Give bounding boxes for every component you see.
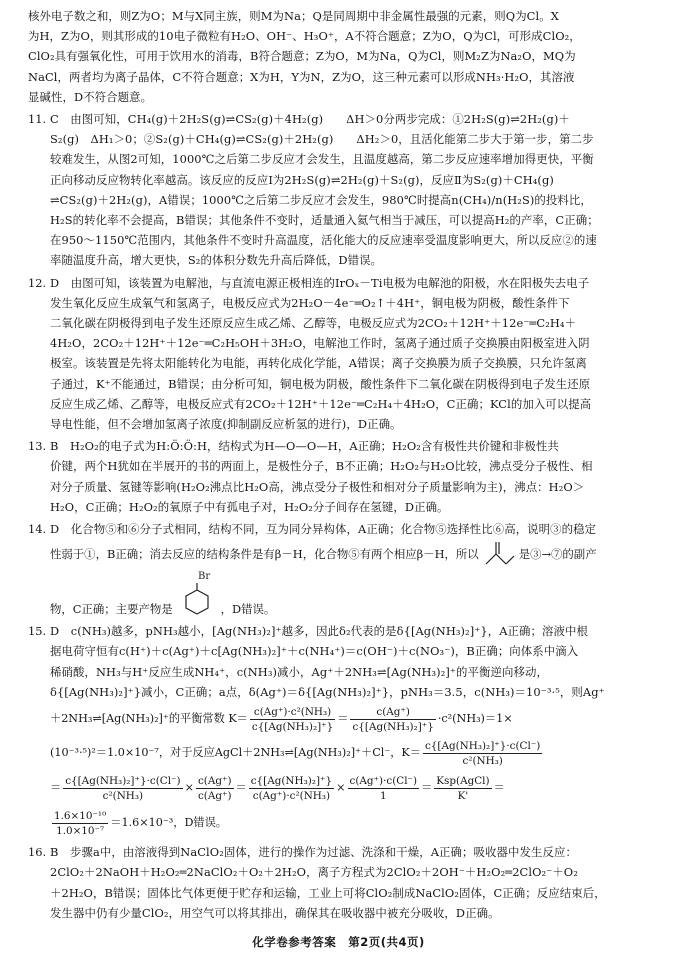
question-number: 14. (28, 522, 47, 537)
numerator: c{[Ag(NH₃)₂]⁺}·c(Cl⁻) (424, 739, 541, 752)
text-line: 发生氧化反应生成氧气和氢离子，电极反应式为2H₂O－4e⁻═O₂↑＋4H⁺，铜电极为阴极，酸性条件下 (50, 295, 570, 310)
numerator: c{[Ag(NH₃)₂]⁺}·c(Cl⁻) (65, 774, 181, 787)
text-line: C 由图可知，CH₄(g)＋2H₂S(g)⇌CS₂(g)＋4H₂(g) ΔH＞0分两步完成：①2H₂S(g)⇌2H₂(g)＋ (50, 112, 570, 127)
bromocyclohexane-structure (176, 569, 218, 619)
equation-line (50, 806, 655, 840)
text-segment: (10⁻³·⁵)²＝1.0×10⁻⁷，对于反应AgCl＋2NH₃⇌[Ag(NH₃)₂]⁺＋Cl⁻，K＝ (50, 746, 421, 760)
numerator: 1.6×10⁻¹⁰ (54, 809, 107, 822)
denominator: c²(NH₃) (102, 789, 144, 802)
text-line: 正向移动反应物转化率越高。该反应的反应Ⅰ为2H₂S(g)⇌2H₂(g)＋S₂(g)，反应Ⅱ为S₂(g)＋CH₄(g) (50, 172, 554, 187)
text-segment: ，D错误。 (220, 602, 276, 617)
text-line: 4H₂O，2CO₂＋12H⁺＋12e⁻═C₂H₅OH＋3H₂O，电解池工作时，氢离子通过质子交换膜由阳极室进入阴 (50, 336, 590, 351)
text-line-with-structure (50, 539, 655, 569)
answer-15 (28, 621, 655, 840)
fraction (348, 774, 420, 803)
text-line: D 化合物⑤和⑥分子式相同，结构不同，互为同分异构体，A正确；化合物⑤选择性比⑥高，说明③的稳定 (50, 522, 597, 537)
text-segment: ＝ (421, 781, 433, 795)
text-line-with-structure (50, 569, 655, 619)
question-number: 11. (28, 112, 47, 127)
fraction (249, 774, 334, 803)
alkene-structure (482, 540, 516, 568)
text-segment: 性弱于①，B正确；消去反应的结构条件是有β－H，化合物⑤有两个相应β－H，所以 (50, 547, 479, 562)
numerator: Ksp(AgCl) (436, 774, 490, 787)
numerator: c(Ag⁺)·c²(NH₃) (250, 705, 335, 720)
text-segment: ＝ (235, 781, 247, 795)
fraction (250, 705, 335, 734)
text-line: B 步骤a中，由溶液得到NaClO₂固体，进行的操作为过滤、洗涤和干燥，A正确；吸收器中发生反应： (50, 845, 577, 860)
text-line: H₂S的转化率不会提高，B错误；其他条件不变时，适量通入氦气相当于减压，可以提高H₂的产率，C正确； (50, 213, 599, 228)
text-line: 显碱性，D不符合题意。 (28, 89, 153, 104)
text-line: ⇌CS₂(g)＋2H₂(g)，A错误；1000℃之后第二步反应才会发生，980℃时提高n(CH₄)/n(H₂S)的投料比， (50, 192, 592, 207)
text-segment: ＝ (50, 781, 62, 795)
text-segment: ·c²(NH₃)＝1× (437, 712, 513, 726)
text-line: 在950～1150℃范围内，其他条件不变时升高温度，活化能大的反应速率受温度影响更大，所以反应②的速 (50, 233, 597, 248)
text-line: 价键，两个H犹如在半展开的书的两面上，是极性分子，B不正确；H₂O₂与H₂O比较，沸点受分子极性、相 (50, 459, 593, 474)
text-line: 二氧化碳在阴极得到电子发生还原反应生成乙烯、乙醇等，电极反应式为2CO₂＋12H⁺＋12e⁻═C₂H₄＋ (50, 316, 577, 331)
intro-paragraph (28, 6, 655, 107)
answer-14 (28, 519, 655, 619)
text-line: 反应生成乙烯、乙醇等，电极反应式有2CO₂＋12H⁺＋12e⁻═C₂H₄＋4H₂O，C正确；KCl的加入可以提高 (50, 396, 592, 411)
question-number: 15. (28, 624, 47, 639)
text-segment: × (184, 781, 194, 795)
text-line: 对分子质量、氢键等影响(H₂O₂沸点比H₂O高，沸点受分子极性和相对分子质量影响为主)，沸点：H₂O＞ (50, 479, 585, 494)
text-line: D c(NH₃)越多，pNH₃越小，[Ag(NH₃)₂]⁺越多，因此δ₂代表的是δ{[Ag(NH₃)₂]⁺}，A正确；溶液中根 (50, 624, 588, 639)
text-line: S₂(g) ΔH₁＞0；②S₂(g)＋CH₄(g)⇌CS₂(g)＋2H₂(g) ΔH₂＞0，且活化能第二步大于第一步，第二步 (50, 132, 594, 147)
text-line: 据电荷守恒有c(H⁺)＋c(Ag⁺)＋c[Ag(NH₃)₂]⁺＋c(NH₄⁺)＝c(OH⁻)＋c(NO₃⁻)，B正确；向体系中滴入 (50, 644, 579, 659)
denominator: K' (457, 789, 469, 802)
text-line: ＋2H₂O，B错误；固体比气体更便于贮存和运输，工业上可将ClO₂制成NaClO₂固体，C正确；反应结束后， (50, 885, 606, 900)
br-label: Br (197, 571, 210, 583)
text-segment: ＝1.6×10⁻³，D错误。 (110, 816, 227, 830)
fraction (52, 809, 108, 838)
answer-16 (28, 842, 655, 923)
text-line: δ{[Ag(NH₃)₂]⁺}减小，C正确；a点，δ(Ag⁺)＝δ{[Ag(NH₃)₂]⁺}，pNH₃＝3.5，c(NH₃)＝10⁻³·⁵，则Ag⁺ (50, 684, 605, 699)
equation-line (50, 770, 655, 806)
answer-11 (28, 109, 655, 271)
text-line: NaCl，两者均为离子晶体，C不符合题意；X为H，Y为N，Z为O，这三种元素可以形成NH₃·H₂O，其溶液 (28, 69, 575, 84)
numerator: c(Ag⁺) (350, 705, 435, 720)
denominator: c(Ag⁺)·c²(NH₃) (252, 789, 331, 802)
answer-13 (28, 436, 655, 517)
denominator: c²(NH₃) (462, 754, 503, 767)
fraction (434, 774, 491, 803)
text-line: 发生器中仍有少量ClO₂，用空气可以将其排出，确保其在吸收器中被充分吸收，D正确。 (50, 905, 500, 920)
text-segment: ＝ (493, 781, 505, 795)
denominator: c{[Ag(NH₃)₂]⁺} (251, 720, 334, 733)
numerator: c{[Ag(NH₃)₂]⁺} (250, 774, 333, 787)
text-line: 率随温度升高，增大更快，S₂的体积分数先升高后降低，D错误。 (50, 253, 383, 268)
denominator: 1.0×10⁻⁷ (56, 824, 105, 837)
fraction (196, 774, 234, 803)
question-number: 16. (28, 845, 47, 860)
numerator: c(Ag⁺)·c(Cl⁻) (349, 774, 418, 787)
denominator: c(Ag⁺) (197, 789, 232, 802)
text-segment: ＝ (337, 712, 349, 726)
text-line: 2ClO₂＋2NaOH＋H₂O₂═2NaClO₂＋O₂＋2H₂O，离子方程式为2ClO₂＋2OH⁻＋H₂O₂═2ClO₂⁻＋O₂ (50, 865, 578, 880)
text-segment: ＋2NH₃⇌[Ag(NH₃)₂]⁺的平衡常数 K＝ (50, 712, 248, 726)
text-segment: 物，C正确；主要产物是 (50, 602, 173, 617)
denominator: c{[Ag(NH₃)₂]⁺} (352, 720, 434, 733)
fraction (350, 705, 435, 734)
question-number: 13. (28, 439, 47, 454)
text-line: 为H，Z为O，则其形成的10电子微粒有H₂O、OH⁻、H₃O⁺，A不符合题意；Z为O，Q为Cl，可形成ClO₂， (28, 29, 581, 44)
text-line: 稀硝酸，NH₃与H⁺反应生成NH₄⁺，c(NH₃)减小，Ag⁺＋2NH₃⇌[Ag(NH₃)₂]⁺的平衡逆向移动， (50, 664, 548, 679)
text-segment: × (336, 781, 346, 795)
equation-line (50, 702, 655, 736)
text-line: B H₂O₂的电子式为H:Ö:Ö:H，结构式为H—O—O—H，A正确；H₂O₂含有极性共价键和非极性共 (50, 439, 559, 454)
text-line: 核外电子数之和，则Z为O；M与X同主族，则M为Na；Q是同周期中非金属性最强的元素，则Q为Cl。X (28, 9, 559, 23)
equation-line (50, 736, 655, 770)
text-line: 极室。该装置是先将太阳能转化为电能，再转化成化学能，A错误；离子交换膜为质子交换膜，只允许氢离 (50, 356, 587, 371)
text-segment: 是③→⑦的副产 (518, 547, 597, 562)
numerator: c(Ag⁺) (197, 774, 232, 787)
answer-12 (28, 273, 655, 435)
text-line: 较难发生，从图2可知，1000℃之后第二步反应才会发生，且温度越高，第二步反应速率增加得更快，平衡 (50, 152, 594, 167)
text-line: 导电性能，但不会增加氢离子浓度(抑制副反应析氢的进行)，D正确。 (50, 417, 402, 432)
fraction (63, 774, 182, 803)
text-line: D 由图可知，该装置为电解池，与直流电源正极相连的IrOₓ－Ti电极为电解池的阳极，水在阳极失去电子 (50, 275, 590, 290)
question-number: 12. (28, 275, 47, 290)
text-line: ClO₂具有强氧化性，可用于饮用水的消毒，B符合题意；Z为O，M为Na，Q为Cl，则M₂Z为Na₂O，MQ为 (28, 49, 576, 64)
text-line: H₂O，C正确；H₂O₂的氧原子中有孤电子对，H₂O₂分子间存在氢键，D正确。 (50, 499, 449, 514)
text-line: 子通过，K⁺不能通过，B错误；由分析可知，铜电极为阴极，酸性条件下二氧化碳在阴极得到电子发生还原 (50, 376, 591, 391)
fraction (423, 739, 542, 768)
page-footer: 化学卷参考答案 第2页(共4页) (252, 935, 425, 949)
denominator: 1 (379, 789, 387, 802)
